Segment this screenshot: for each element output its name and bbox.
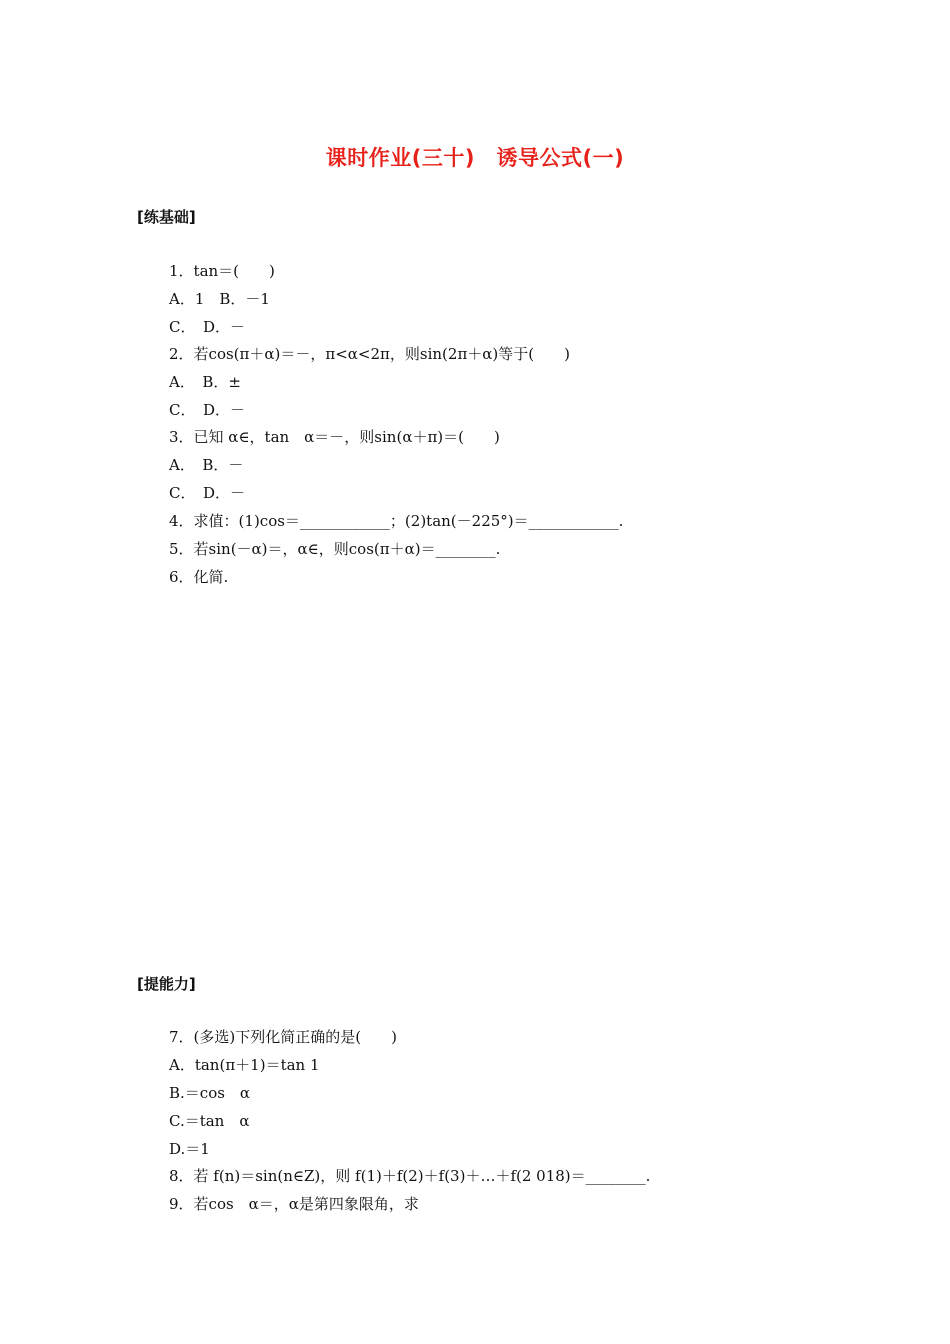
question-2-options-ab: A． B．± [169, 373, 241, 391]
page-title: 课时作业(三十) 诱导公式(一) [325, 146, 625, 170]
question-6: 6．化简. [169, 568, 229, 586]
question-9: 9．若cos α＝，α是第四象限角，求 [169, 1195, 419, 1213]
question-3-options-ab: A． B．－ [169, 456, 244, 474]
question-2: 2．若cos(π＋α)＝－，π<α<2π，则sin(2π＋α)等于( ) [169, 345, 570, 363]
question-7-option-a: A．tan(π＋1)＝tan 1 [169, 1056, 320, 1074]
question-1-options-cd: C． D．－ [169, 318, 246, 336]
question-1-options-ab: A．1 B．－1 [169, 290, 270, 308]
question-3: 3．已知 α∈，tan α＝－，则sin(α＋π)＝( ) [169, 428, 500, 446]
question-2-options-cd: C． D．－ [169, 401, 246, 419]
question-7-option-d: D.＝1 [169, 1140, 210, 1158]
question-7-option-c: C.＝tan α [169, 1112, 250, 1130]
question-4: 4．求值：(1)cos＝____________；(2)tan(－225°)＝____________. [169, 512, 624, 530]
section-basic-heading: [练基础] [137, 208, 196, 226]
question-8: 8．若 f(n)＝sin(n∈Z)，则 f(1)＋f(2)＋f(3)＋…＋f(2 018)＝________. [169, 1167, 651, 1185]
question-3-options-cd: C． D．－ [169, 484, 246, 502]
question-5: 5．若sin(－α)＝，α∈，则cos(π＋α)＝________. [169, 540, 501, 558]
section-advanced-heading: [提能力] [137, 975, 196, 993]
question-7: 7．(多选)下列化简正确的是( ) [169, 1028, 397, 1046]
question-1: 1．tan＝( ) [169, 262, 275, 280]
question-7-option-b: B.＝cos α [169, 1084, 251, 1102]
